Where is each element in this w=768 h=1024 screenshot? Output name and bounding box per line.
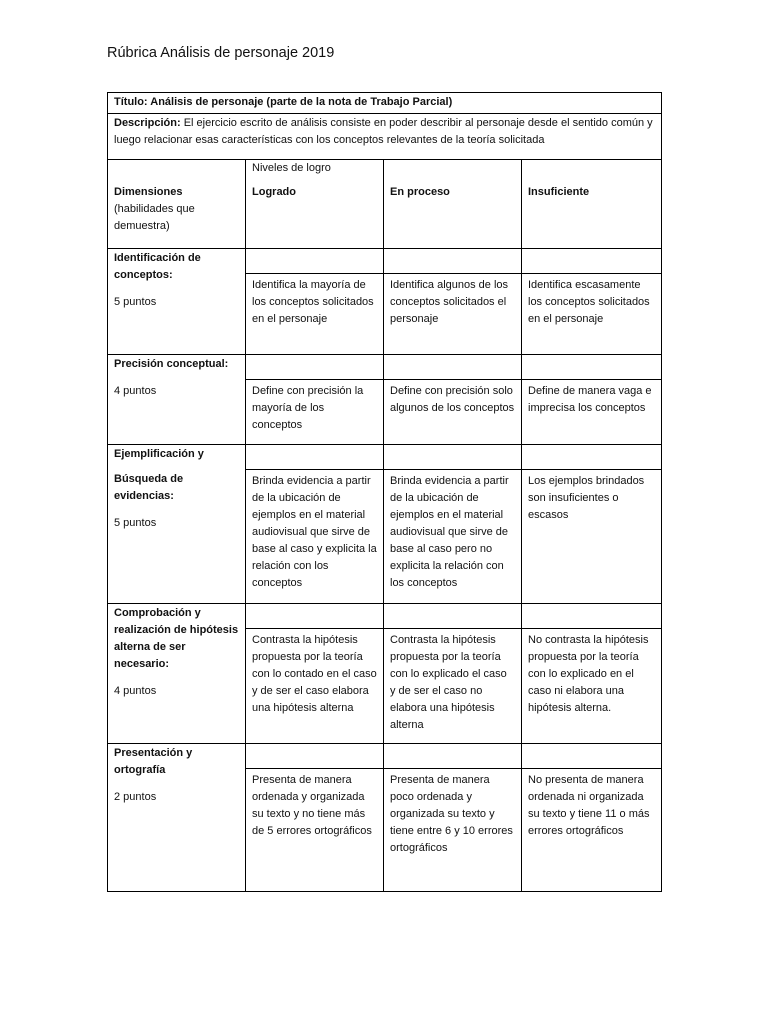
descriptor-insuficiente: Define de manera vaga e imprecisa los conceptos: [522, 380, 662, 445]
descriptor-insuficiente: No contrasta la hipótesis propuesta por la teoría con lo explicado en el caso ni elabora una hipótesis alterna.: [522, 629, 662, 744]
descriptor-logrado: Brinda evidencia a partir de la ubicación de ejemplos en el material audiovisual que sirve de base al caso y explicita la relación con los conceptos: [246, 470, 384, 604]
criterion-points: 4 puntos: [114, 385, 157, 397]
document-title: Rúbrica Análisis de personaje 2019: [107, 45, 335, 61]
criterion-name: Ejemplificación y: [114, 448, 204, 460]
criterion-name-continued: Búsqueda de evidencias:: [114, 473, 184, 502]
criterion-spacer-row: [108, 249, 662, 274]
level-header-en-proceso: En proceso: [390, 186, 450, 198]
descriptor-en-proceso: Define con precisión solo algunos de los conceptos: [384, 380, 522, 445]
rubric-description-cell: [108, 114, 662, 160]
level-header-insuficiente: Insuficiente: [528, 186, 590, 198]
rubric-title-text: Análisis de personaje (parte de la nota de Trabajo Parcial): [150, 96, 453, 108]
criterion-points: 5 puntos: [114, 517, 157, 529]
descriptor-logrado: Define con precisión la mayoría de los conceptos: [246, 380, 384, 445]
dimensions-header: Dimensiones: [114, 186, 183, 198]
descriptor-logrado: Identifica la mayoría de los conceptos solicitados en el personaje: [246, 274, 384, 355]
criterion-cell: [108, 249, 246, 355]
criterion-points: 4 puntos: [114, 685, 157, 697]
level-header-logrado: Logrado: [252, 186, 296, 198]
rubric-title-cell: [108, 93, 662, 114]
descriptor-en-proceso: Identifica algunos de los conceptos solicitados el personaje: [384, 274, 522, 355]
dimensions-header-cell: [108, 160, 246, 249]
criterion-name: Comprobación y realización de hipótesis alterna de ser necesario:: [114, 607, 239, 670]
criterion-spacer-row: [108, 445, 662, 470]
criterion-points: 2 puntos: [114, 791, 157, 803]
rubric-title-row: [108, 93, 662, 114]
level-header-cell-insuficiente: [522, 160, 662, 249]
level-header-cell-logrado: [246, 160, 384, 249]
rubric-description-row: [108, 114, 662, 160]
rubric-table: [107, 92, 662, 892]
level-header-cell-en-proceso: [384, 160, 522, 249]
descriptor-logrado: Contrasta la hipótesis propuesta por la teoría con lo contado en el caso y de ser el caso elabora una hipótesis alterna: [246, 629, 384, 744]
descriptor-en-proceso: Contrasta la hipótesis propuesta por la teoría con lo explicado el caso y de ser el caso no elabora una hipótesis alterna: [384, 629, 522, 744]
criterion-cell: [108, 604, 246, 744]
criterion-spacer-row: [108, 604, 662, 629]
criterion-cell: [108, 355, 246, 445]
descriptor-insuficiente: No presenta de manera ordenada ni organizada su texto y tiene 11 o más errores ortográficos: [522, 769, 662, 892]
rubric-title-label: Título:: [114, 96, 148, 108]
rubric-description-label: Descripción:: [114, 117, 181, 129]
descriptor-en-proceso: Brinda evidencia a partir de la ubicación de ejemplos en el material audiovisual que sirve de base al caso pero no explicita la relación con los conceptos: [384, 470, 522, 604]
descriptor-insuficiente: Los ejemplos brindados son insuficientes o escasos: [522, 470, 662, 604]
descriptor-insuficiente: Identifica escasamente los conceptos solicitados en el personaje: [522, 274, 662, 355]
criterion-cell: [108, 744, 246, 892]
criterion-points: 5 puntos: [114, 296, 157, 308]
levels-caption: Niveles de logro: [252, 162, 331, 174]
criterion-name: Identificación de conceptos:: [114, 252, 201, 281]
descriptor-logrado: Presenta de manera ordenada y organizada su texto y no tiene más de 5 errores ortográficos: [246, 769, 384, 892]
criterion-name: Presentación y ortografía: [114, 747, 193, 776]
criterion-name: Precisión conceptual:: [114, 358, 229, 370]
descriptor-en-proceso: Presenta de manera poco ordenada y organizada su texto y tiene entre 6 y 10 errores ortográficos: [384, 769, 522, 892]
dimensions-subheader: (habilidades que demuestra): [114, 203, 195, 232]
criterion-cell: [108, 445, 246, 604]
criterion-spacer-row: [108, 355, 662, 380]
rubric-description-text: El ejercicio escrito de análisis consiste en poder describir al personaje desde el sentido común y luego relacionar esas características con los conceptos relevantes de la teoría solicitada: [114, 117, 653, 146]
rubric-header-row: [108, 160, 662, 249]
criterion-spacer-row: [108, 744, 662, 769]
